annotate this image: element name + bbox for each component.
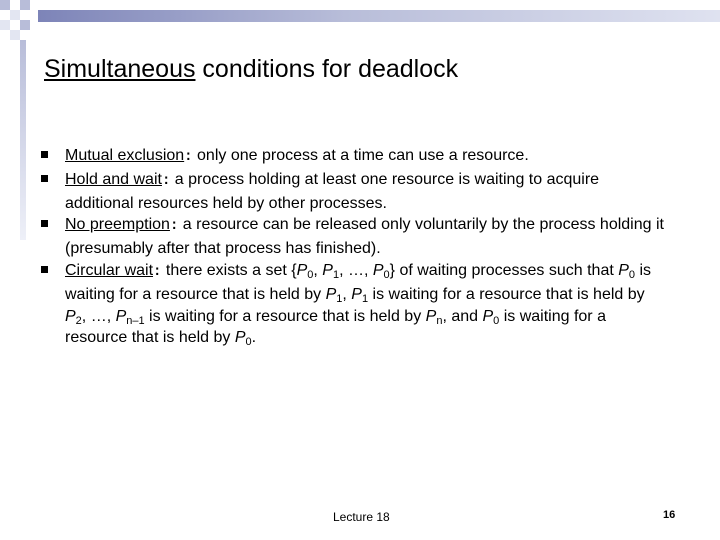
bullet-colon: : [153,263,162,280]
bullet-text: there exists a set { [161,261,297,279]
bullet-list [40,145,665,349]
bullet-colon: : [161,172,171,189]
bullet-text: a resource can be released only voluntarily by the process holding it (presumably after that process has finished). [65,216,664,258]
process-symbol: P [65,307,76,325]
bullet-circular-wait [40,260,665,349]
bullet-mutual-exclusion [40,145,665,169]
bullet-square-icon [41,175,48,182]
header-accent-bar [38,10,720,22]
subscript: n [436,314,443,327]
subscript: 0 [245,336,252,349]
process-symbol: P [296,261,308,279]
bullet-text: , …, [81,307,116,325]
subscript: 0 [383,268,390,281]
bullet-text: . [251,329,257,347]
subscript: 1 [361,292,369,305]
bullet-square-icon [41,151,48,158]
process-symbol: P [372,261,384,279]
side-accent-bar [20,40,26,240]
bullet-colon: : [184,149,193,165]
subscript: 1 [332,268,340,281]
process-symbol: P [322,261,333,279]
bullet-colon: : [169,218,179,235]
subscript: 2 [75,314,82,327]
subscript: 0 [307,268,314,281]
process-symbol: P [234,329,246,347]
subscript: 0 [493,314,500,327]
bullet-text: , …, [339,261,373,279]
process-symbol: P [325,285,337,303]
corner-decoration [0,0,30,40]
process-symbol: P [115,307,127,325]
bullet-text: is waiting for a resource that is held by [144,307,426,325]
bullet-text: is waiting for a resource that is held by [65,261,652,303]
bullet-text: a process holding at least one resource is waiting to acquire additional resources held by other processes. [65,170,600,212]
bullet-text: is waiting for a resource that is held by [368,285,645,303]
bullet-text: , and [442,307,483,325]
page-number: 16 [663,509,676,521]
bullet-hold-and-wait [40,169,665,215]
bullet-term: Mutual exclusion [65,147,185,164]
bullet-text: is waiting for a resource that is held by [65,307,606,347]
bullet-text: , [313,261,323,279]
bullet-text: only one process at a time can use a resource. [192,147,529,164]
bullet-square-icon [41,220,48,227]
subscript: 0 [628,268,636,281]
process-symbol: P [425,307,437,325]
process-symbol: P [482,307,494,325]
slide-title [44,54,458,84]
bullet-text: , [342,285,352,303]
title-underlined-word: Simultaneous [44,55,196,83]
bullet-term: No preemption [65,216,170,234]
subscript: 1 [336,292,343,305]
bullet-text: } of waiting processes such that [389,261,619,279]
process-symbol: P [351,285,362,303]
footer-lecture-label: Lecture 18 [333,510,390,524]
bullet-no-preemption [40,214,665,260]
bullet-square-icon [41,266,48,273]
title-rest: conditions for deadlock [195,55,459,83]
process-symbol: P [618,261,629,279]
bullet-term: Hold and wait [65,170,162,188]
subscript: n–1 [126,314,145,327]
bullet-term: Circular wait [65,261,154,279]
